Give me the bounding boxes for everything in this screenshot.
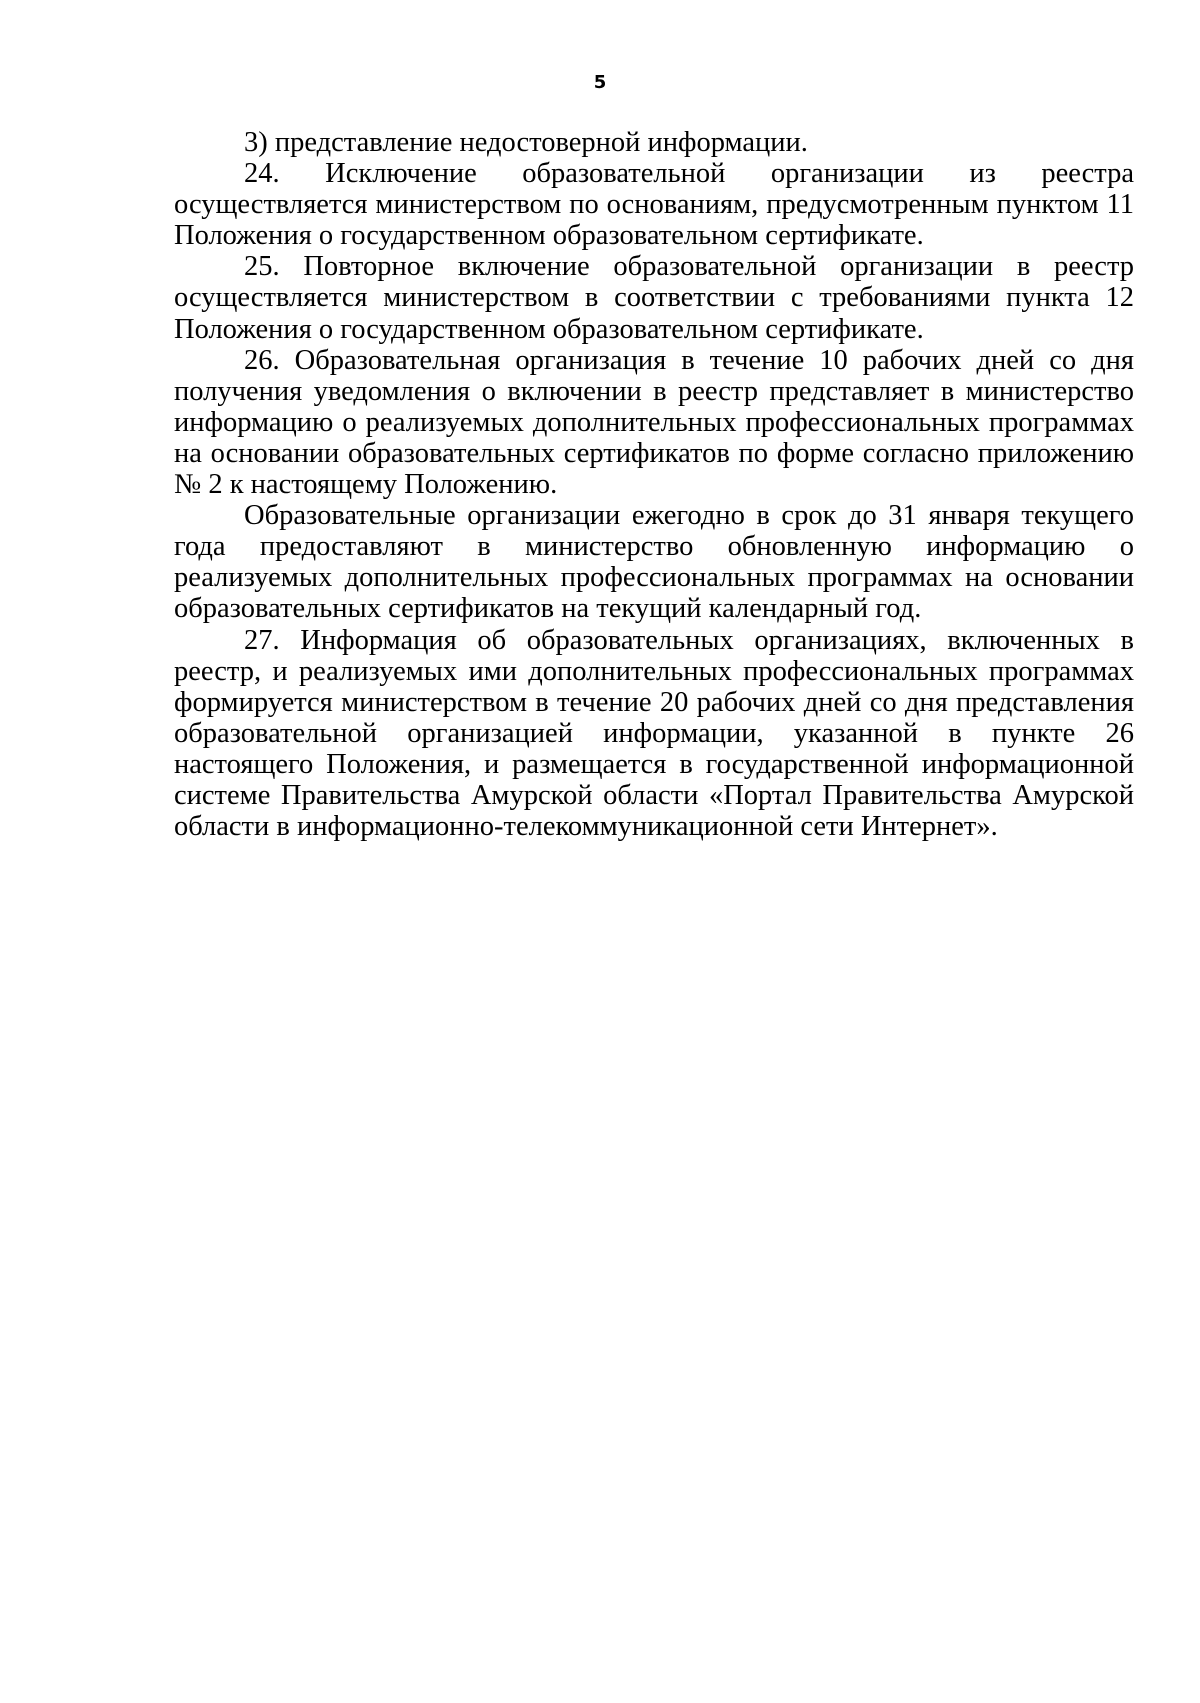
paragraph-item-3: 3) представление недостоверной информации. (244, 127, 808, 158)
document-body (174, 127, 1134, 842)
paragraph-26-continued: Образовательные организации ежегодно в срок до 31 января текущего года предоставляют в министерство обновленную информацию о реализуемых дополнительных профессиональных программах на основании образовательных сертификатов на текущий календарный год. (174, 500, 1134, 625)
page-number: 5 (593, 72, 607, 93)
paragraph-25: 25. Повторное включение образовательной организации в реестр осуществляется министерством в соответствии с требованиями пункта 12 Положения о государственном образовательном сертификате. (174, 251, 1134, 345)
paragraph-24: 24. Исключение образовательной организации из реестра осуществляется министерством по основаниям, предусмотренным пунктом 11 Положения о государственном образовательном сертификате. (174, 158, 1134, 252)
paragraph-26: 26. Образовательная организация в течение 10 рабочих дней со дня получения уведомления о включении в реестр представляет в министерство информацию о реализуемых дополнительных профессиональных программах на основании образовательных сертификатов по форме согласно приложению № 2 к настоящему Положению. (174, 344, 1134, 501)
paragraph-27: 27. Информация об образовательных организациях, включенных в реестр, и реализуемых ими дополнительных профессиональных программах формируется министерством в течение 20 рабочих дней со дня представления образовательной организацией информации, указанной в пункте 26 настоящего Положения, и размещается в государственной информационной системе Правительства Амурской области «Портал Правительства Амурской области в информационно-телекоммуникационной сети Интернет». (174, 624, 1134, 843)
